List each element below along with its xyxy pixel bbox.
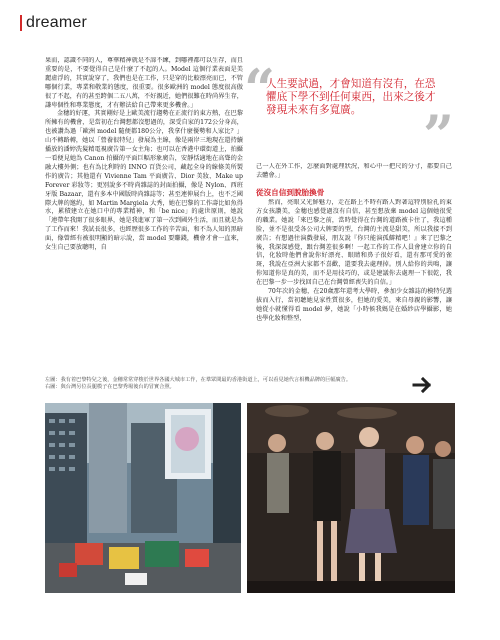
caption-line-right: 右圖：與台灣另位長腿模子在巴黎秀場後台的冒實合照。	[45, 384, 175, 391]
pull-quote	[244, 57, 454, 167]
masthead-title: dreamer	[26, 14, 87, 31]
left-column	[45, 57, 243, 373]
right-paragraph-2: 70年次的金穗，在20歲那年還考大學時，參加少女雜誌的模特兒選拔而入行，當初聽她見家性質很多，但她的愛美，來自母親的影響，讓她從小就懂得看 model 夢，她說「小時候我媽是在婚紗店學攝影，她也學化妝和整型，	[256, 288, 452, 322]
right-lead-paragraph: 己一人在外工作，怎麼面對處理狀況，和心中一把尺的分寸，都要自己去體會。」	[256, 163, 452, 179]
right-paragraph-1: 然而，亮眼又光鮮魅力，走在路上不時有路人對著這特別脸孔的東方女孩讚美，金穗也感覺過沒有自信，甚至想放棄 model 這個她很愛的職業。她說「來巴黎之前，當時覺得在台灣的道路被卡住了，我這種脸，並不是很受各公司大牌要的型，台灣的主流是甜美，所以我接不到廣告；有想過往演戲發展，朋友說『你只能演孤僻精吧！』來了巴黎之後，我深深感覺，跟台灣差很多啊！一起工作的工作人員會建立你的自信，化妝時他們會說你好漂亮、眼睛和鼻子很好看，還有那可愛的雀斑，我說在亞洲大家都不喜歡，還要我去處理掉。別人給你的共鳴，讓你知道你是真的美，而不是用技巧的，或是建議你去處理一下很乾，我在巴黎一步一步找回自己在台灣曾經喪失的自信。」	[256, 199, 452, 287]
right-arrow-icon[interactable]	[412, 376, 434, 394]
left-paragraph-2: 金穗的好運，其實剛好是上歐美流行趨勢在正流行的東方熱，在巴黎所擁有的機會，是當初在台灣想都沒想過的，深受自家的172公分身高，也被讚為過「歐洲 model 隨便都180公分，我拿什麼優勢和人家比？」山不轉路轉，她以「營養很特兒」發展為主線，像是兩岸三地現在還持續播放的潘婷洗髮精電視廣告第一女主角；也可以在香港中環街道上，拍攝一看便見她為 Canon 拍攝的平面巨幅形象廣告，安靜恬適地在高聳的金融大樓外側；也有為比利時的 INNO 百貨公司，藏起全身的線條美所製作的廣告；其他還有 Vivienne Tam 平面廣告、Dior 美妝、Make up Forever 彩妝等；更別說多不時尚雜誌的封面拍攝，像是 Nylon、西班牙版 Bazaar，還有多本中國版時尚雜誌等；甚至連伸展台上，也不乏國際大牌的邀約，如 Martin Margiela 大秀，她在巴黎的工作壽比如魚得水，累積建立在她口中的專業精神，和「be nice」的處世原則，她說「連帶年我開了很多眼界，她是我進軍了第一次到國外生活，而且就是為了工作而來！我試長很多，也經歷很多工作的辛苦面，和不為人知的黑暗面，像曾經有被很明顯的暗示說，當 model 要賺錢，機會才會一直來，女生自己要放聰明，自	[45, 110, 243, 252]
section-subhead: 從沒自信到脫胎換骨	[256, 188, 325, 197]
masthead-accent-bar	[20, 15, 22, 31]
backstage-models-photo	[247, 403, 455, 593]
close-quote-mark-icon: ”	[422, 103, 454, 167]
right-column	[256, 199, 452, 373]
left-paragraph-1: 果而，認識不同的人，尊華精神就是不諦不練，到哪裡都可以生存，而且重要的是，不要覺得自己是什麼了不起的人。Model 這個行業表面是美麗虛浮的，其實說穿了，我們也是在工作，只是穿的比較漂亮而已，不管哪個行業，專業和敬業的態度，很重要。很多歐洲的 model 態度很高傲很了不起，有的甚至跨個二五八萬，不好親近，她們很難在時尚界生存，謙卑個性和專業態度，才有辦法給自己帶來更多機會。」	[45, 57, 243, 109]
open-quote-mark-icon: “	[244, 57, 276, 121]
photo-caption	[45, 377, 400, 392]
hong-kong-street-photo	[45, 403, 241, 593]
masthead	[20, 14, 87, 32]
caption-line-left: 左圖：我有着巴黎特兒之後，金穗常常穿梭於世界各國大城市工作，在羣眾間最的香港街道上，可以看見她代言相機品牌的巨幅廣告。	[45, 377, 352, 383]
pull-quote-text: 人生要試過，才會知道有沒有，在恐懼底下學不到任何東西，出來之後才發現未來有多寬廣。	[266, 78, 436, 116]
